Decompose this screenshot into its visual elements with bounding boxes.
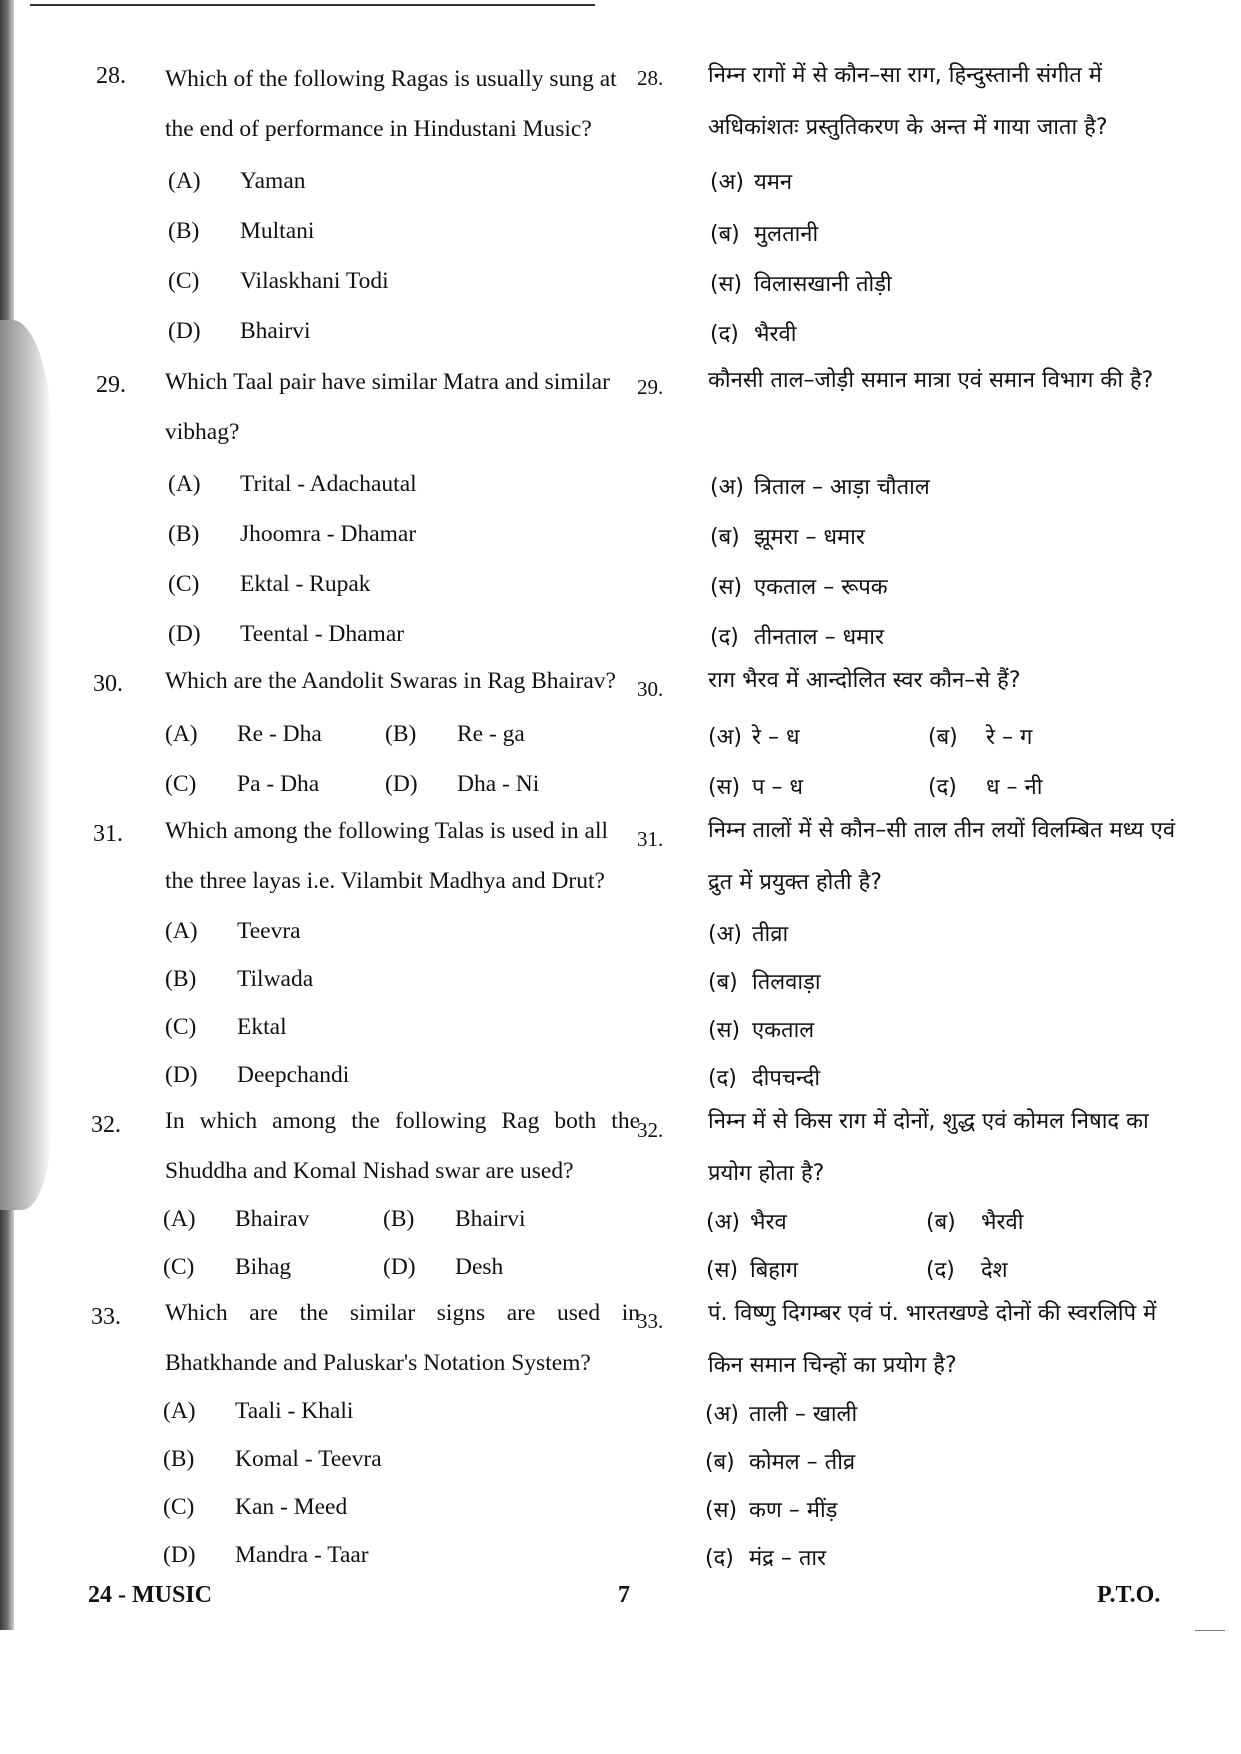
option-hi: (ब) भैरवी — [926, 1210, 1024, 1235]
question-text-hi: कौनसी ताल–जोड़ी समान मात्रा एवं समान विभाग की है? — [708, 368, 1154, 393]
top-rule — [30, 4, 595, 6]
option-hi: (ब) तिलवाड़ा — [708, 970, 821, 995]
question-text-en: Which are the similar signs are used in Bhatkhande and Paluskar's Notation System? — [165, 1300, 640, 1376]
question-number: 28. — [96, 63, 126, 89]
question-text-en: Which Taal pair have similar Matra and similar vibhag? — [165, 369, 610, 445]
option-en: (C) Kan - Meed — [163, 1494, 348, 1520]
footer-pto: P.T.O. — [1097, 1582, 1161, 1608]
question-number: 30. — [93, 671, 123, 697]
question-number-right: 30. — [637, 677, 664, 701]
question-text-en: Which of the following Ragas is usually sung at the end of performance in Hindustani Music? — [165, 66, 617, 142]
option-en: (C) Pa - Dha — [165, 771, 320, 797]
question-number: 29. — [96, 372, 126, 398]
question-text-en: Which among the following Talas is used in all the three layas i.e. Vilambit Madhya and Drut? — [165, 818, 609, 894]
option-hi: (अ) तीव्रा — [708, 922, 789, 947]
option-hi: (स) विलासखानी तोड़ी — [710, 272, 892, 297]
question-number-right: 32. — [637, 1118, 664, 1142]
torn-page-edge — [0, 320, 52, 1210]
option-hi: (ब) झूमरा – धमार — [710, 525, 865, 550]
option-hi: (अ) त्रिताल – आड़ा चौताल — [710, 475, 930, 500]
option-hi: (अ) ताली – खाली — [705, 1402, 858, 1427]
option-hi: (द) दीपचन्दी — [708, 1066, 821, 1091]
question-number-right: 29. — [637, 375, 664, 399]
option-en: (B) Tilwada — [165, 966, 314, 992]
option-hi: (स) एकताल – रूपक — [710, 575, 888, 600]
option-en: (B) Jhoomra - Dhamar — [168, 521, 417, 547]
question-number-right: 31. — [637, 827, 664, 851]
option-hi: (अ) भैरव — [706, 1210, 787, 1235]
option-en: (C) Bihag — [163, 1254, 292, 1280]
option-en: (B) Bhairvi — [383, 1206, 526, 1232]
option-en: (B) Re - ga — [385, 721, 525, 747]
question-text-en: In which among the following Rag both the Shuddha and Komal Nishad swar are used? — [165, 1108, 640, 1184]
question-text-hi: पं. विष्णु दिगम्बर एवं पं. भारतखण्डे दोनों की स्वरलिपि में किन समान चिन्हों का प्रयोग है? — [708, 1301, 1157, 1378]
option-hi: (ब) रे – ग — [928, 725, 1033, 750]
question-text-hi: राग भैरव में आन्दोलित स्वर कौन–से हैं? — [708, 668, 1021, 693]
question-number: 33. — [91, 1304, 121, 1330]
option-en: (A) Yaman — [168, 168, 306, 194]
option-hi: (द) मंद्र – तार — [705, 1546, 827, 1571]
question-number: 32. — [91, 1112, 121, 1138]
option-en: (D) Deepchandi — [165, 1062, 350, 1088]
option-hi: (ब) कोमल – तीव्र — [705, 1450, 856, 1475]
option-en: (A) Teevra — [165, 918, 301, 944]
question-number-right: 33. — [637, 1309, 664, 1333]
question-number: 31. — [93, 821, 123, 847]
option-en: (A) Bhairav — [163, 1206, 310, 1232]
option-en: (D) Bhairvi — [168, 318, 311, 344]
option-hi: (द) ध – नी — [928, 775, 1043, 800]
option-hi: (स) प – ध — [708, 775, 804, 800]
option-hi: (अ) रे – ध — [708, 725, 800, 750]
option-hi: (द) देश — [926, 1258, 1008, 1283]
option-en: (B) Komal - Teevra — [163, 1446, 382, 1472]
option-hi: (अ) यमन — [710, 170, 793, 195]
option-en: (B) Multani — [168, 218, 315, 244]
option-en: (A) Trital - Adachautal — [168, 471, 417, 497]
question-text-hi: निम्न में से किस राग में दोनों, शुद्ध एवं कोमल निषाद का प्रयोग होता है? — [708, 1109, 1149, 1186]
option-hi: (द) तीनताल – धमार — [710, 625, 884, 650]
question-number-right: 28. — [637, 66, 664, 90]
margin-mark — [1195, 1630, 1225, 1631]
option-en: (A) Re - Dha — [165, 721, 322, 747]
option-en: (C) Ektal - Rupak — [168, 571, 371, 597]
option-hi: (ब) मुलतानी — [710, 222, 819, 247]
question-text-en: Which are the Aandolit Swaras in Rag Bhairav? — [165, 668, 616, 694]
question-text-hi: निम्न तालों में से कौन–सी ताल तीन लयों विलम्बित मध्य एवं द्रुत में प्रयुक्त होती है? — [708, 818, 1176, 895]
option-en: (C) Vilaskhani Todi — [168, 268, 389, 294]
option-en: (A) Taali - Khali — [163, 1398, 354, 1424]
option-en: (C) Ektal — [165, 1014, 287, 1040]
option-en: (D) Desh — [383, 1254, 504, 1280]
option-hi: (स) कण – मींड़ — [705, 1498, 838, 1523]
option-hi: (स) एकताल — [708, 1018, 815, 1043]
option-en: (D) Dha - Ni — [385, 771, 540, 797]
option-hi: (द) भैरवी — [710, 322, 797, 347]
option-hi: (स) बिहाग — [706, 1258, 799, 1283]
option-en: (D) Mandra - Taar — [163, 1542, 369, 1568]
footer-page-number: 7 — [618, 1582, 630, 1608]
option-en: (D) Teental - Dhamar — [168, 621, 405, 647]
question-text-hi: निम्न रागों में से कौन–सा राग, हिन्दुस्तानी संगीत में अधिकांशतः प्रस्तुतिकरण के अन्त में गाया जाता है? — [708, 63, 1108, 140]
footer-subject: 24 - MUSIC — [88, 1582, 212, 1608]
